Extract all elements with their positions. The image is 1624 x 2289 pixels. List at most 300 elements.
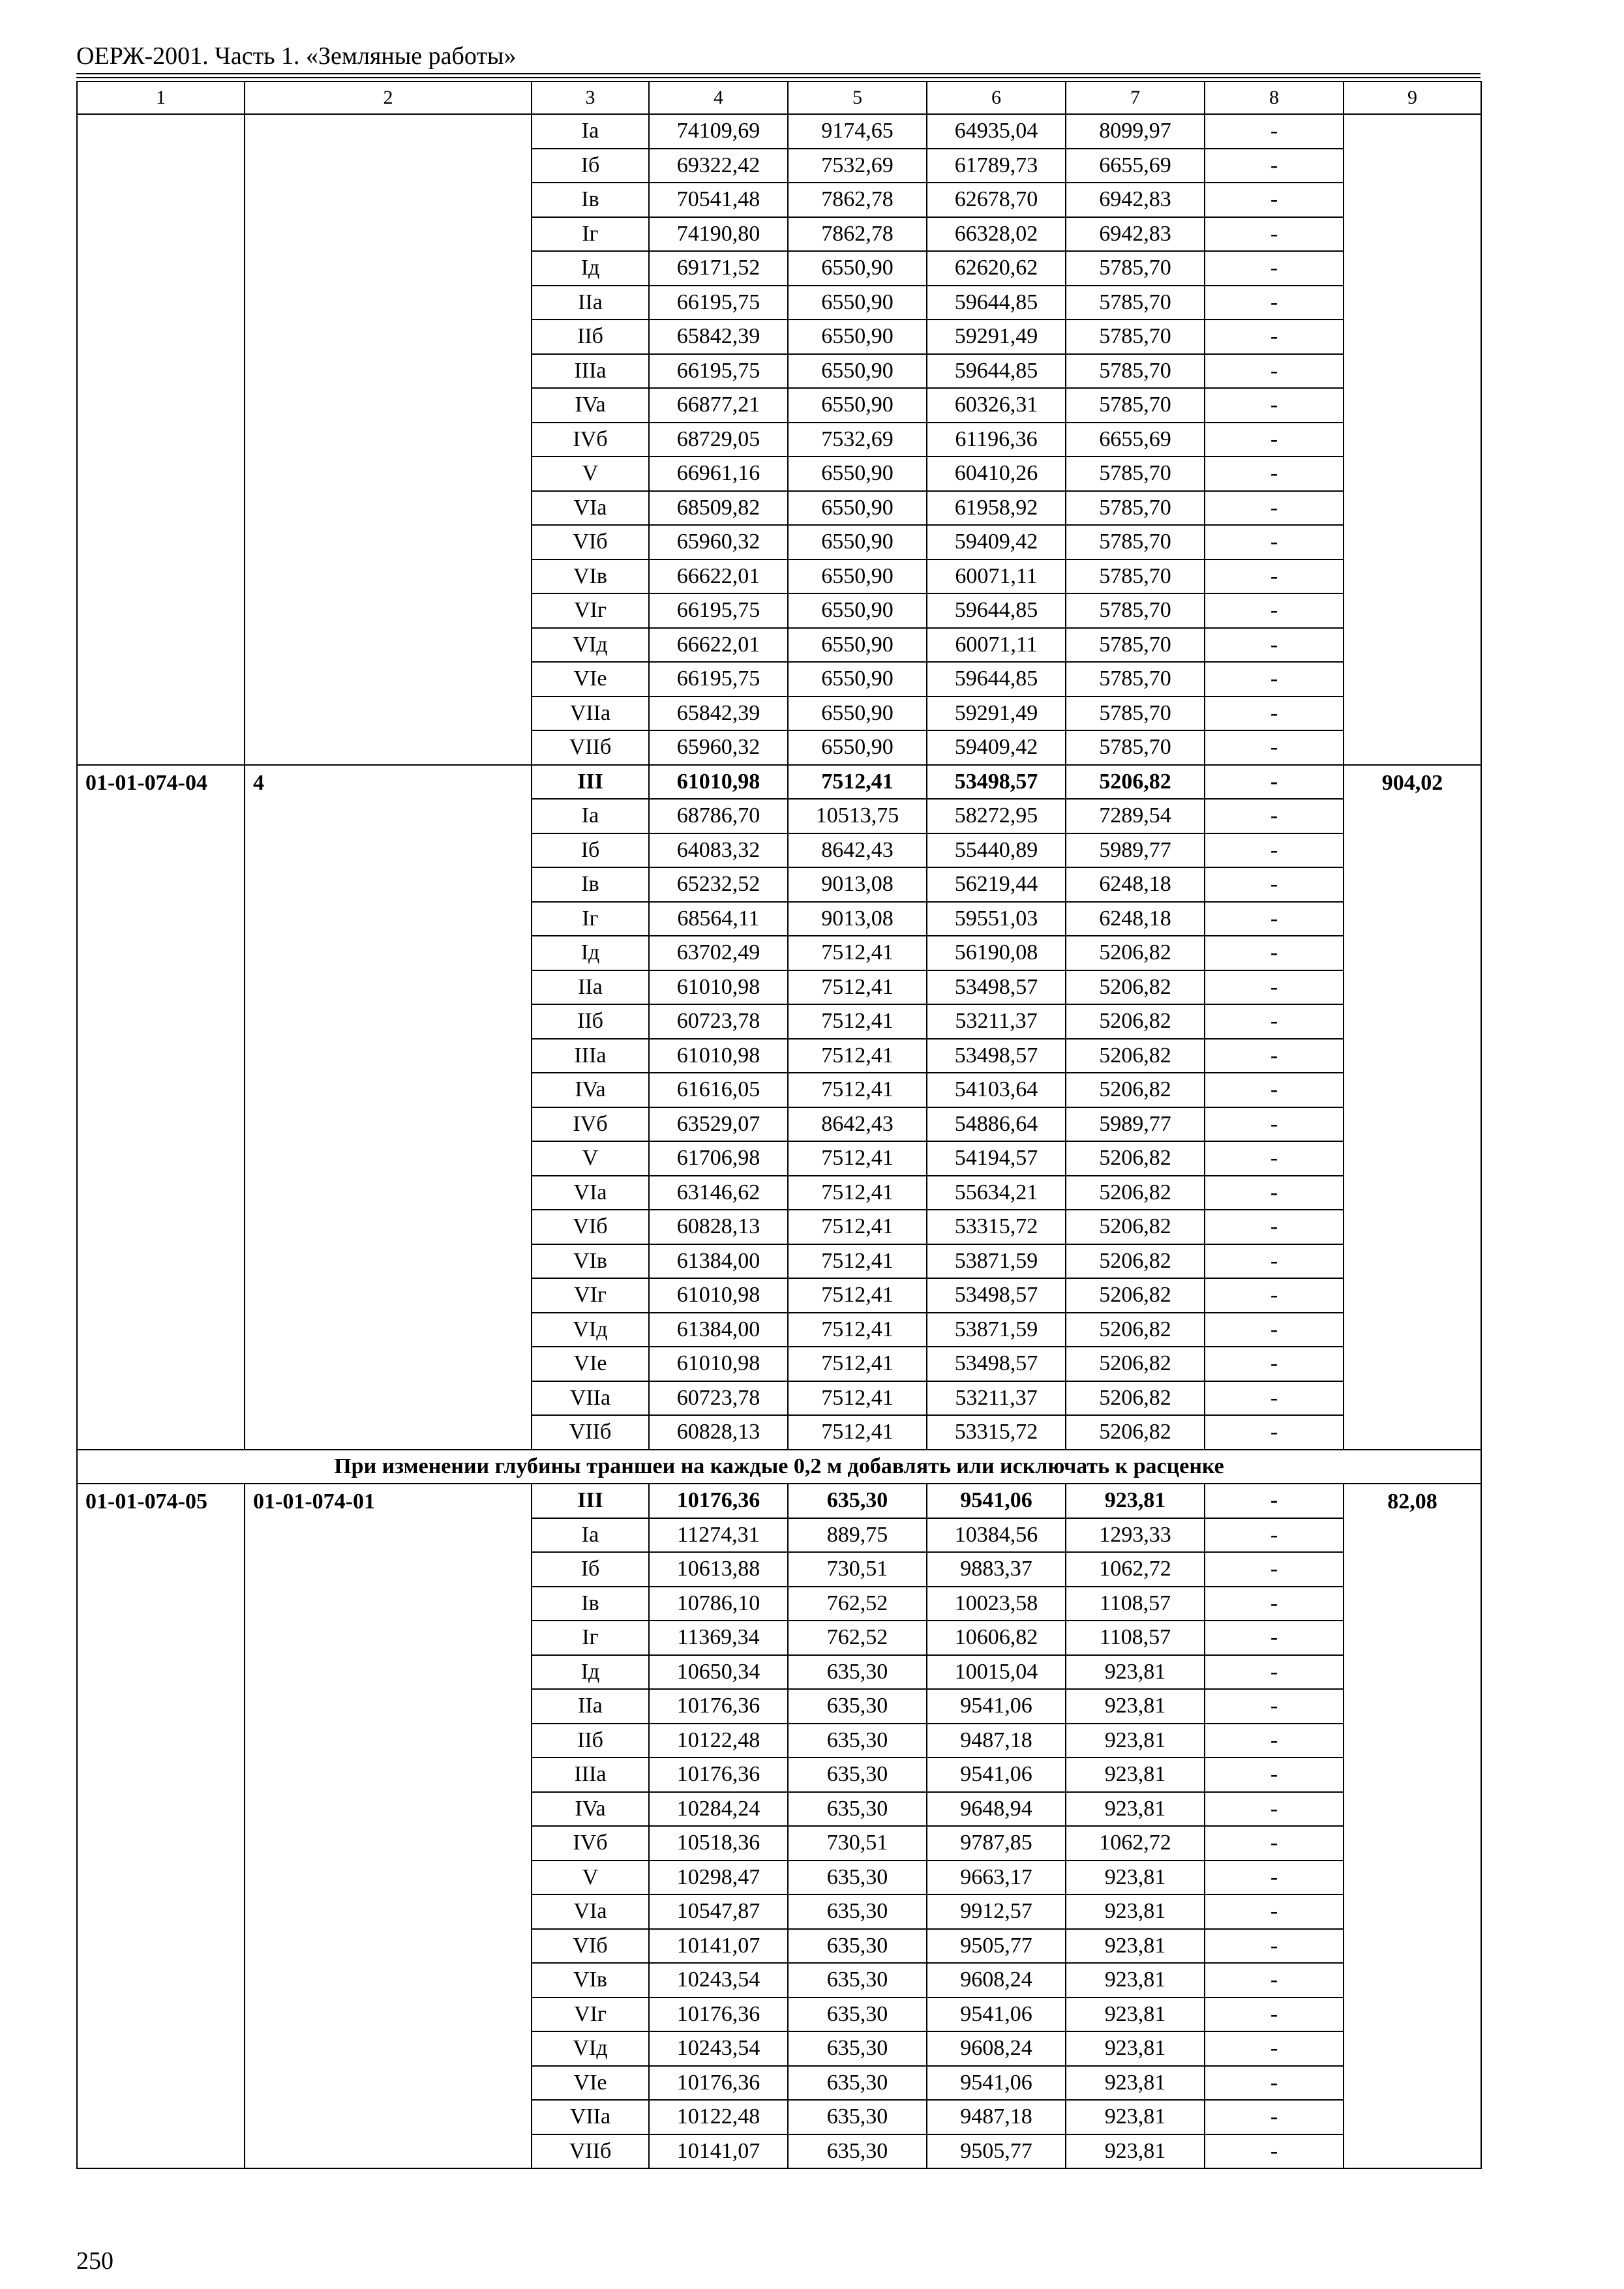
materials-cell: - — [1205, 491, 1344, 526]
materials-cell: - — [1205, 1484, 1344, 1518]
materials-cell: - — [1205, 1141, 1344, 1176]
soil-group-cell: IIa — [532, 1689, 649, 1724]
labor-cost-cell: 7532,69 — [788, 149, 927, 183]
machinist-wage-cell: 5206,82 — [1066, 936, 1205, 970]
machinist-wage-cell: 5206,82 — [1066, 1244, 1205, 1279]
materials-cell: - — [1205, 936, 1344, 970]
column-number-cell: 5 — [788, 82, 927, 114]
soil-group-cell: IIa — [532, 970, 649, 1005]
labor-cost-cell: 635,30 — [788, 1724, 927, 1758]
machinist-wage-cell: 6248,18 — [1066, 867, 1205, 902]
cost-total-cell: 69322,42 — [649, 149, 788, 183]
labor-cost-cell: 7512,41 — [788, 1039, 927, 1073]
section-note: При изменении глубины траншеи на каждые 0,2 м добавлять или исключать к расценке — [77, 1450, 1481, 1484]
cost-total-cell: 63529,07 — [649, 1107, 788, 1142]
machine-cost-cell: 9608,24 — [927, 1963, 1066, 1997]
materials-cell: - — [1205, 320, 1344, 354]
cost-total-cell: 10176,36 — [649, 1997, 788, 2032]
soil-group-cell: Iб — [532, 1552, 649, 1587]
machine-cost-cell: 59644,85 — [927, 354, 1066, 389]
machine-cost-cell: 53315,72 — [927, 1210, 1066, 1244]
labor-cost-cell: 6550,90 — [788, 593, 927, 628]
cost-total-cell: 10650,34 — [649, 1655, 788, 1690]
machine-cost-cell: 10384,56 — [927, 1518, 1066, 1553]
cost-total-cell: 10122,48 — [649, 2100, 788, 2134]
materials-cell: - — [1205, 1278, 1344, 1313]
cost-total-cell: 61384,00 — [649, 1244, 788, 1279]
materials-cell: - — [1205, 1210, 1344, 1244]
machine-cost-cell: 54886,64 — [927, 1107, 1066, 1142]
labor-hours-cell — [1344, 114, 1481, 765]
soil-group-cell: VIa — [532, 1894, 649, 1929]
soil-group-cell: Iд — [532, 251, 649, 286]
labor-cost-cell: 762,52 — [788, 1587, 927, 1621]
header-rule-bottom — [76, 77, 1481, 78]
rate-name-cell: 01-01-074-01 — [245, 1484, 532, 2168]
soil-group-cell: VIб — [532, 1210, 649, 1244]
cost-total-cell: 11369,34 — [649, 1621, 788, 1655]
machinist-wage-cell: 6942,83 — [1066, 217, 1205, 252]
machine-cost-cell: 60071,11 — [927, 628, 1066, 663]
soil-group-cell: VIIa — [532, 1381, 649, 1416]
cost-total-cell: 66622,01 — [649, 560, 788, 594]
labor-cost-cell: 635,30 — [788, 1963, 927, 1997]
materials-cell: - — [1205, 1004, 1344, 1039]
rate-name-cell — [245, 114, 532, 765]
machine-cost-cell: 55634,21 — [927, 1176, 1066, 1210]
labor-cost-cell: 6550,90 — [788, 456, 927, 491]
materials-cell: - — [1205, 1073, 1344, 1107]
materials-cell: - — [1205, 867, 1344, 902]
machine-cost-cell: 59291,49 — [927, 320, 1066, 354]
machinist-wage-cell: 923,81 — [1066, 1861, 1205, 1895]
machine-cost-cell: 54103,64 — [927, 1073, 1066, 1107]
machinist-wage-cell: 923,81 — [1066, 1894, 1205, 1929]
machinist-wage-cell: 5989,77 — [1066, 1107, 1205, 1142]
labor-cost-cell: 635,30 — [788, 1792, 927, 1827]
machine-cost-cell: 59551,03 — [927, 902, 1066, 936]
soil-group-cell: IIIa — [532, 1758, 649, 1792]
labor-cost-cell: 730,51 — [788, 1826, 927, 1861]
materials-cell: - — [1205, 1347, 1344, 1381]
machinist-wage-cell: 923,81 — [1066, 2031, 1205, 2066]
machinist-wage-cell: 5785,70 — [1066, 388, 1205, 423]
cost-total-cell: 68509,82 — [649, 491, 788, 526]
rate-code-cell: 01-01-074-04 — [77, 765, 245, 1450]
labor-cost-cell: 6550,90 — [788, 388, 927, 423]
column-number-cell: 7 — [1066, 82, 1205, 114]
machine-cost-cell: 62620,62 — [927, 251, 1066, 286]
materials-cell: - — [1205, 1655, 1344, 1690]
materials-cell: - — [1205, 1621, 1344, 1655]
materials-cell: - — [1205, 833, 1344, 868]
machinist-wage-cell: 5206,82 — [1066, 1004, 1205, 1039]
labor-cost-cell: 7512,41 — [788, 1278, 927, 1313]
machinist-wage-cell: 5785,70 — [1066, 456, 1205, 491]
materials-cell: - — [1205, 1997, 1344, 2032]
cost-total-cell: 10547,87 — [649, 1894, 788, 1929]
machine-cost-cell: 53498,57 — [927, 765, 1066, 800]
cost-total-cell: 66195,75 — [649, 286, 788, 320]
soil-group-cell: Ia — [532, 1518, 649, 1553]
machinist-wage-cell: 1108,57 — [1066, 1621, 1205, 1655]
cost-total-cell: 60828,13 — [649, 1210, 788, 1244]
machinist-wage-cell: 5785,70 — [1066, 628, 1205, 663]
machine-cost-cell: 9541,06 — [927, 1689, 1066, 1724]
machinist-wage-cell: 5785,70 — [1066, 251, 1205, 286]
machinist-wage-cell: 5785,70 — [1066, 354, 1205, 389]
machinist-wage-cell: 1108,57 — [1066, 1587, 1205, 1621]
machinist-wage-cell: 6655,69 — [1066, 423, 1205, 457]
labor-hours-cell: 82,08 — [1344, 1484, 1481, 2168]
machinist-wage-cell: 923,81 — [1066, 2134, 1205, 2169]
cost-total-cell: 10176,36 — [649, 1484, 788, 1518]
machinist-wage-cell: 5206,82 — [1066, 1073, 1205, 1107]
labor-hours-cell: 904,02 — [1344, 765, 1481, 1450]
machinist-wage-cell: 6248,18 — [1066, 902, 1205, 936]
soil-group-cell: IVa — [532, 388, 649, 423]
machine-cost-cell: 9541,06 — [927, 2066, 1066, 2101]
materials-cell: - — [1205, 1587, 1344, 1621]
machine-cost-cell: 61958,92 — [927, 491, 1066, 526]
materials-cell: - — [1205, 2134, 1344, 2169]
cost-total-cell: 64083,32 — [649, 833, 788, 868]
machinist-wage-cell: 5206,82 — [1066, 1347, 1205, 1381]
materials-cell: - — [1205, 1689, 1344, 1724]
machine-cost-cell: 59291,49 — [927, 696, 1066, 731]
machine-cost-cell: 55440,89 — [927, 833, 1066, 868]
header-rule-top — [76, 73, 1481, 74]
machine-cost-cell: 53498,57 — [927, 1278, 1066, 1313]
labor-cost-cell: 635,30 — [788, 1894, 927, 1929]
labor-cost-cell: 6550,90 — [788, 251, 927, 286]
machine-cost-cell: 9663,17 — [927, 1861, 1066, 1895]
materials-cell: - — [1205, 1724, 1344, 1758]
machinist-wage-cell: 7289,54 — [1066, 799, 1205, 833]
machinist-wage-cell: 1062,72 — [1066, 1552, 1205, 1587]
labor-cost-cell: 6550,90 — [788, 662, 927, 696]
labor-cost-cell: 9013,08 — [788, 867, 927, 902]
machine-cost-cell: 10015,04 — [927, 1655, 1066, 1690]
cost-total-cell: 61010,98 — [649, 970, 788, 1005]
labor-cost-cell: 635,30 — [788, 1689, 927, 1724]
column-number-row — [77, 82, 1481, 114]
materials-cell: - — [1205, 902, 1344, 936]
soil-group-cell: Iг — [532, 902, 649, 936]
materials-cell: - — [1205, 970, 1344, 1005]
cost-total-cell: 61010,98 — [649, 1278, 788, 1313]
labor-cost-cell: 7512,41 — [788, 1141, 927, 1176]
machine-cost-cell: 58272,95 — [927, 799, 1066, 833]
soil-group-cell: IIIa — [532, 354, 649, 389]
machinist-wage-cell: 923,81 — [1066, 1758, 1205, 1792]
machinist-wage-cell: 5206,82 — [1066, 970, 1205, 1005]
materials-cell: - — [1205, 1381, 1344, 1416]
cost-total-cell: 10243,54 — [649, 2031, 788, 2066]
soil-group-cell: Ia — [532, 114, 649, 149]
labor-cost-cell: 635,30 — [788, 1861, 927, 1895]
machinist-wage-cell: 923,81 — [1066, 1655, 1205, 1690]
cost-total-cell: 65232,52 — [649, 867, 788, 902]
soil-group-cell: VIд — [532, 2031, 649, 2066]
cost-total-cell: 10786,10 — [649, 1587, 788, 1621]
labor-cost-cell: 7512,41 — [788, 1381, 927, 1416]
machinist-wage-cell: 8099,97 — [1066, 114, 1205, 149]
materials-cell: - — [1205, 149, 1344, 183]
soil-group-cell: III — [532, 1484, 649, 1518]
machinist-wage-cell: 5206,82 — [1066, 1313, 1205, 1347]
labor-cost-cell: 7862,78 — [788, 217, 927, 252]
materials-cell: - — [1205, 730, 1344, 765]
labor-cost-cell: 635,30 — [788, 2100, 927, 2134]
soil-group-cell: Iд — [532, 936, 649, 970]
labor-cost-cell: 7512,41 — [788, 936, 927, 970]
cost-total-cell: 63702,49 — [649, 936, 788, 970]
cost-total-cell: 10122,48 — [649, 1724, 788, 1758]
cost-total-cell: 10298,47 — [649, 1861, 788, 1895]
rates-table — [76, 81, 1482, 2169]
machinist-wage-cell: 5206,82 — [1066, 1176, 1205, 1210]
materials-cell: - — [1205, 662, 1344, 696]
labor-cost-cell: 635,30 — [788, 2031, 927, 2066]
labor-cost-cell: 762,52 — [788, 1621, 927, 1655]
machinist-wage-cell: 5785,70 — [1066, 560, 1205, 594]
soil-group-cell: VIa — [532, 1176, 649, 1210]
machinist-wage-cell: 923,81 — [1066, 1963, 1205, 1997]
labor-cost-cell: 635,30 — [788, 2066, 927, 2101]
page-number: 250 — [76, 2247, 113, 2275]
cost-total-cell: 61010,98 — [649, 1039, 788, 1073]
soil-group-cell: IIб — [532, 320, 649, 354]
machinist-wage-cell: 5785,70 — [1066, 320, 1205, 354]
soil-group-cell: V — [532, 1141, 649, 1176]
rate-name-cell: 4 — [245, 765, 532, 1450]
machinist-wage-cell: 5206,82 — [1066, 1278, 1205, 1313]
machine-cost-cell: 9912,57 — [927, 1894, 1066, 1929]
materials-cell: - — [1205, 1415, 1344, 1450]
soil-group-cell: VIIa — [532, 696, 649, 731]
machine-cost-cell: 53871,59 — [927, 1313, 1066, 1347]
materials-cell: - — [1205, 1244, 1344, 1279]
column-number-cell: 6 — [927, 82, 1066, 114]
machine-cost-cell: 9505,77 — [927, 2134, 1066, 2169]
machine-cost-cell: 59644,85 — [927, 593, 1066, 628]
labor-cost-cell: 635,30 — [788, 1484, 927, 1518]
soil-group-cell: IIIa — [532, 1039, 649, 1073]
machinist-wage-cell: 1293,33 — [1066, 1518, 1205, 1553]
materials-cell: - — [1205, 2066, 1344, 2101]
soil-group-cell: VIд — [532, 628, 649, 663]
machine-cost-cell: 10606,82 — [927, 1621, 1066, 1655]
materials-cell: - — [1205, 388, 1344, 423]
materials-cell: - — [1205, 456, 1344, 491]
section-note-row — [77, 1450, 1481, 1484]
labor-cost-cell: 7512,41 — [788, 1347, 927, 1381]
materials-cell: - — [1205, 799, 1344, 833]
machinist-wage-cell: 5206,82 — [1066, 1210, 1205, 1244]
labor-cost-cell: 7512,41 — [788, 1313, 927, 1347]
materials-cell: - — [1205, 1894, 1344, 1929]
labor-cost-cell: 7512,41 — [788, 970, 927, 1005]
machine-cost-cell: 53211,37 — [927, 1381, 1066, 1416]
machine-cost-cell: 59644,85 — [927, 662, 1066, 696]
labor-cost-cell: 635,30 — [788, 1758, 927, 1792]
soil-group-cell: VIв — [532, 1244, 649, 1279]
labor-cost-cell: 6550,90 — [788, 320, 927, 354]
machinist-wage-cell: 923,81 — [1066, 1997, 1205, 2032]
cost-total-cell: 69171,52 — [649, 251, 788, 286]
cost-total-cell: 60828,13 — [649, 1415, 788, 1450]
soil-group-cell: VIв — [532, 560, 649, 594]
machine-cost-cell: 9883,37 — [927, 1552, 1066, 1587]
column-number-cell: 3 — [532, 82, 649, 114]
materials-cell: - — [1205, 525, 1344, 560]
cost-total-cell: 10613,88 — [649, 1552, 788, 1587]
cost-total-cell: 10243,54 — [649, 1963, 788, 1997]
soil-group-cell: VIIб — [532, 1415, 649, 1450]
soil-group-cell: Iв — [532, 183, 649, 217]
machinist-wage-cell: 923,81 — [1066, 1792, 1205, 1827]
labor-cost-cell: 9013,08 — [788, 902, 927, 936]
cost-total-cell: 61706,98 — [649, 1141, 788, 1176]
materials-cell: - — [1205, 1758, 1344, 1792]
labor-cost-cell: 7512,41 — [788, 1176, 927, 1210]
labor-cost-cell: 10513,75 — [788, 799, 927, 833]
machine-cost-cell: 60410,26 — [927, 456, 1066, 491]
rate-main-row — [77, 1484, 1481, 1518]
labor-cost-cell: 6550,90 — [788, 628, 927, 663]
machinist-wage-cell: 5206,82 — [1066, 1141, 1205, 1176]
materials-cell: - — [1205, 2031, 1344, 2066]
materials-cell: - — [1205, 251, 1344, 286]
column-number-cell: 9 — [1344, 82, 1481, 114]
machine-cost-cell: 53871,59 — [927, 1244, 1066, 1279]
labor-cost-cell: 6550,90 — [788, 525, 927, 560]
machinist-wage-cell: 923,81 — [1066, 1689, 1205, 1724]
soil-group-cell: VIIб — [532, 730, 649, 765]
materials-cell: - — [1205, 560, 1344, 594]
cost-total-cell: 66195,75 — [649, 354, 788, 389]
cost-total-cell: 68729,05 — [649, 423, 788, 457]
soil-group-cell: V — [532, 456, 649, 491]
soil-group-cell: VIг — [532, 1997, 649, 2032]
soil-group-cell: Iв — [532, 867, 649, 902]
cost-total-cell: 70541,48 — [649, 183, 788, 217]
soil-group-cell: Iв — [532, 1587, 649, 1621]
materials-cell: - — [1205, 765, 1344, 800]
soil-group-cell: IVб — [532, 1826, 649, 1861]
machine-cost-cell: 59409,42 — [927, 730, 1066, 765]
machine-cost-cell: 9541,06 — [927, 1997, 1066, 2032]
table-row — [77, 114, 1481, 149]
soil-group-cell: IIб — [532, 1004, 649, 1039]
soil-group-cell: VIд — [532, 1313, 649, 1347]
cost-total-cell: 66195,75 — [649, 593, 788, 628]
machine-cost-cell: 56219,44 — [927, 867, 1066, 902]
machinist-wage-cell: 5785,70 — [1066, 286, 1205, 320]
soil-group-cell: Iг — [532, 217, 649, 252]
materials-cell: - — [1205, 354, 1344, 389]
labor-cost-cell: 7862,78 — [788, 183, 927, 217]
soil-group-cell: VIe — [532, 662, 649, 696]
cost-total-cell: 66195,75 — [649, 662, 788, 696]
machine-cost-cell: 61789,73 — [927, 149, 1066, 183]
cost-total-cell: 10176,36 — [649, 1689, 788, 1724]
column-number-cell: 1 — [77, 82, 245, 114]
machinist-wage-cell: 5785,70 — [1066, 730, 1205, 765]
cost-total-cell: 66961,16 — [649, 456, 788, 491]
machine-cost-cell: 62678,70 — [927, 183, 1066, 217]
cost-total-cell: 10176,36 — [649, 2066, 788, 2101]
soil-group-cell: VIe — [532, 2066, 649, 2101]
machine-cost-cell: 59644,85 — [927, 286, 1066, 320]
machine-cost-cell: 60326,31 — [927, 388, 1066, 423]
labor-cost-cell: 9174,65 — [788, 114, 927, 149]
cost-total-cell: 66622,01 — [649, 628, 788, 663]
labor-cost-cell: 889,75 — [788, 1518, 927, 1553]
materials-cell: - — [1205, 1552, 1344, 1587]
machinist-wage-cell: 5206,82 — [1066, 1381, 1205, 1416]
machine-cost-cell: 9608,24 — [927, 2031, 1066, 2066]
labor-cost-cell: 7512,41 — [788, 1004, 927, 1039]
labor-cost-cell: 7512,41 — [788, 1210, 927, 1244]
labor-cost-cell: 6550,90 — [788, 560, 927, 594]
cost-total-cell: 10518,36 — [649, 1826, 788, 1861]
machinist-wage-cell: 5206,82 — [1066, 1415, 1205, 1450]
soil-group-cell: Iд — [532, 1655, 649, 1690]
cost-total-cell: 10176,36 — [649, 1758, 788, 1792]
machine-cost-cell: 64935,04 — [927, 114, 1066, 149]
machine-cost-cell: 56190,08 — [927, 936, 1066, 970]
machine-cost-cell: 9541,06 — [927, 1758, 1066, 1792]
labor-cost-cell: 7512,41 — [788, 1415, 927, 1450]
machinist-wage-cell: 1062,72 — [1066, 1826, 1205, 1861]
machinist-wage-cell: 923,81 — [1066, 1929, 1205, 1964]
rate-main-row — [77, 765, 1481, 800]
materials-cell: - — [1205, 1963, 1344, 1997]
materials-cell: - — [1205, 1176, 1344, 1210]
labor-cost-cell: 7512,41 — [788, 1073, 927, 1107]
soil-group-cell: Ia — [532, 799, 649, 833]
soil-group-cell: IIб — [532, 1724, 649, 1758]
materials-cell: - — [1205, 217, 1344, 252]
cost-total-cell: 61616,05 — [649, 1073, 788, 1107]
materials-cell: - — [1205, 286, 1344, 320]
materials-cell: - — [1205, 1107, 1344, 1142]
materials-cell: - — [1205, 1861, 1344, 1895]
cost-total-cell: 68786,70 — [649, 799, 788, 833]
column-number-cell: 4 — [649, 82, 788, 114]
materials-cell: - — [1205, 423, 1344, 457]
soil-group-cell: VIe — [532, 1347, 649, 1381]
machinist-wage-cell: 5989,77 — [1066, 833, 1205, 868]
cost-total-cell: 61010,98 — [649, 765, 788, 800]
soil-group-cell: IVa — [532, 1073, 649, 1107]
cost-total-cell: 74109,69 — [649, 114, 788, 149]
machinist-wage-cell: 6942,83 — [1066, 183, 1205, 217]
cost-total-cell: 10284,24 — [649, 1792, 788, 1827]
machinist-wage-cell: 923,81 — [1066, 2066, 1205, 2101]
machine-cost-cell: 9505,77 — [927, 1929, 1066, 1964]
machine-cost-cell: 54194,57 — [927, 1141, 1066, 1176]
machinist-wage-cell: 5206,82 — [1066, 1039, 1205, 1073]
labor-cost-cell: 635,30 — [788, 1997, 927, 2032]
machinist-wage-cell: 923,81 — [1066, 1724, 1205, 1758]
cost-total-cell: 65960,32 — [649, 730, 788, 765]
cost-total-cell: 11274,31 — [649, 1518, 788, 1553]
labor-cost-cell: 6550,90 — [788, 354, 927, 389]
labor-cost-cell: 635,30 — [788, 1655, 927, 1690]
